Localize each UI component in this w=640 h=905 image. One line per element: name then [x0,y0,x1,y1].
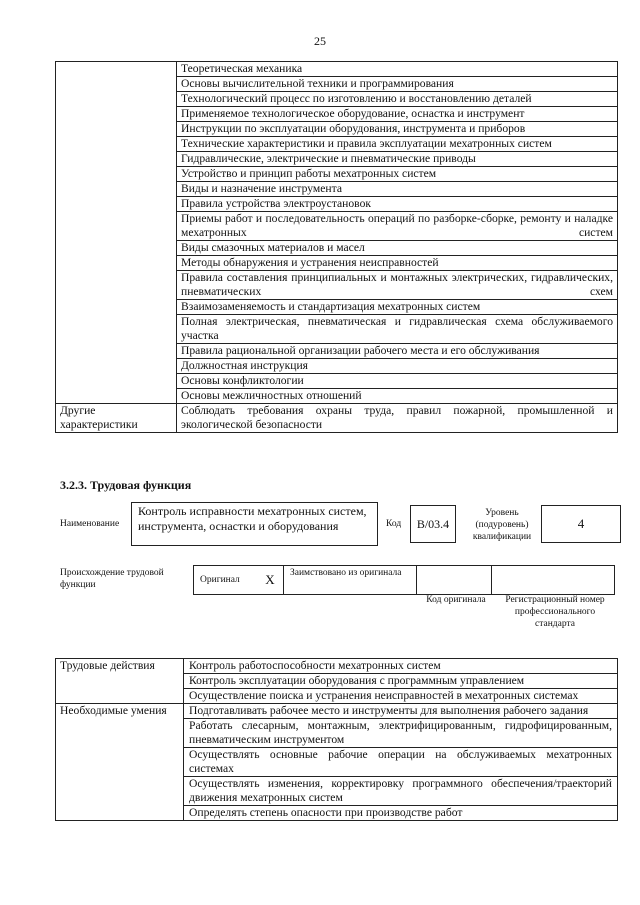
knowledge-item: Гидравлические, электрические и пневматические приводы [177,152,618,167]
labor-action-item: Осуществление поиска и устранения неисправностей в мехатронных системах [184,689,618,704]
section-title: 3.2.3. Трудовая функция [60,478,192,492]
knowledge-item: Приемы работ и последовательность операций по разборке-сборке, ремонту и наладке мехатронных систем [177,212,618,241]
knowledge-item: Инструкции по эксплуатации оборудования, инструмента и приборов [177,122,618,137]
blank-label-cell [56,62,177,404]
required-skill-item: Осуществлять изменения, корректировку программного обеспечения/траекторий движения мехатронных систем [184,777,618,806]
knowledge-item: Полная электрическая, пневматическая и гидравлическая схема обслуживаемого участка [177,315,618,344]
knowledge-item: Методы обнаружения и устранения неисправностей [177,256,618,271]
knowledge-item: Устройство и принцип работы мехатронных систем [177,167,618,182]
qualification-level-box: 4 [541,505,621,543]
code-label: Код [386,519,402,529]
knowledge-item: Технологический процесс по изготовлению и восстановлению деталей [177,92,618,107]
name-label: Наименование [60,519,120,529]
borrowed-label: Заимствовано из оригинала [284,566,417,595]
reg-number-label: Регистрационный номер профессионального стандарта [505,595,605,629]
table-row [56,659,618,674]
knowledge-item: Правила составления принципиальных и монтажных электрических, гидравлических, пневматических схем [177,271,618,300]
knowledge-item: Теоретическая механика [177,62,618,77]
knowledge-item: Взаимозаменяемость и стандартизация мехатронных систем [177,300,618,315]
reg-number-cell [492,566,615,595]
knowledge-item: Основы вычислительной техники и программирования [177,77,618,92]
function-code-box: B/03.4 [410,505,456,543]
knowledge-item: Применяемое технологическое оборудование, оснастка и инструмент [177,107,618,122]
code-original-label: Код оригинала [426,595,486,605]
code-original-cell [417,566,492,595]
knowledge-item: Виды и назначение инструмента [177,182,618,197]
labor-action-item: Контроль работоспособности мехатронных систем [184,659,618,674]
knowledge-item: Технические характеристики и правила эксплуатации мехатронных систем [177,137,618,152]
knowledge-row [56,62,618,77]
required-skills-label: Необходимые умения [56,704,184,821]
knowledge-item: Основы межличностных отношений [177,389,618,404]
other-characteristics-row [56,404,618,433]
knowledge-item: Виды смазочных материалов и масел [177,241,618,256]
knowledge-table [55,61,618,433]
other-characteristics-text: Соблюдать требования охраны труда, правил пожарной, промышленной и экологической безопасности [177,404,618,433]
knowledge-item: Основы конфликтологии [177,374,618,389]
origin-label: Происхождение трудовой функции [60,568,164,590]
original-label: Оригинал [194,566,258,595]
function-name-box: Контроль исправности мехатронных систем, инструмента, оснастки и оборудования [131,502,378,546]
original-mark: X [257,566,284,595]
labor-actions-label: Трудовые действия [56,659,184,704]
origin-table [193,565,615,595]
required-skill-item: Подготавливать рабочее место и инструменты для выполнения рабочего задания [184,704,618,719]
labor-action-item: Контроль эксплуатации оборудования с программным управлением [184,674,618,689]
labor-actions-table [55,658,618,821]
required-skill-item: Осуществлять основные рабочие операции на обслуживаемых мехатронных системах [184,748,618,777]
page-number: 25 [314,34,326,48]
required-skill-item: Работать слесарным, монтажным, электрифицированным, гидрофицированным, пневматическим инструментом [184,719,618,748]
table-row [56,704,618,719]
other-characteristics-label: Другие характеристики [56,404,177,433]
knowledge-item: Правила устройства электроустановок [177,197,618,212]
knowledge-item: Должностная инструкция [177,359,618,374]
required-skill-item: Определять степень опасности при производстве работ [184,806,618,821]
knowledge-item: Правила рациональной организации рабочего места и его обслуживания [177,344,618,359]
level-label: Уровень (подуровень) квалификации [472,508,532,542]
